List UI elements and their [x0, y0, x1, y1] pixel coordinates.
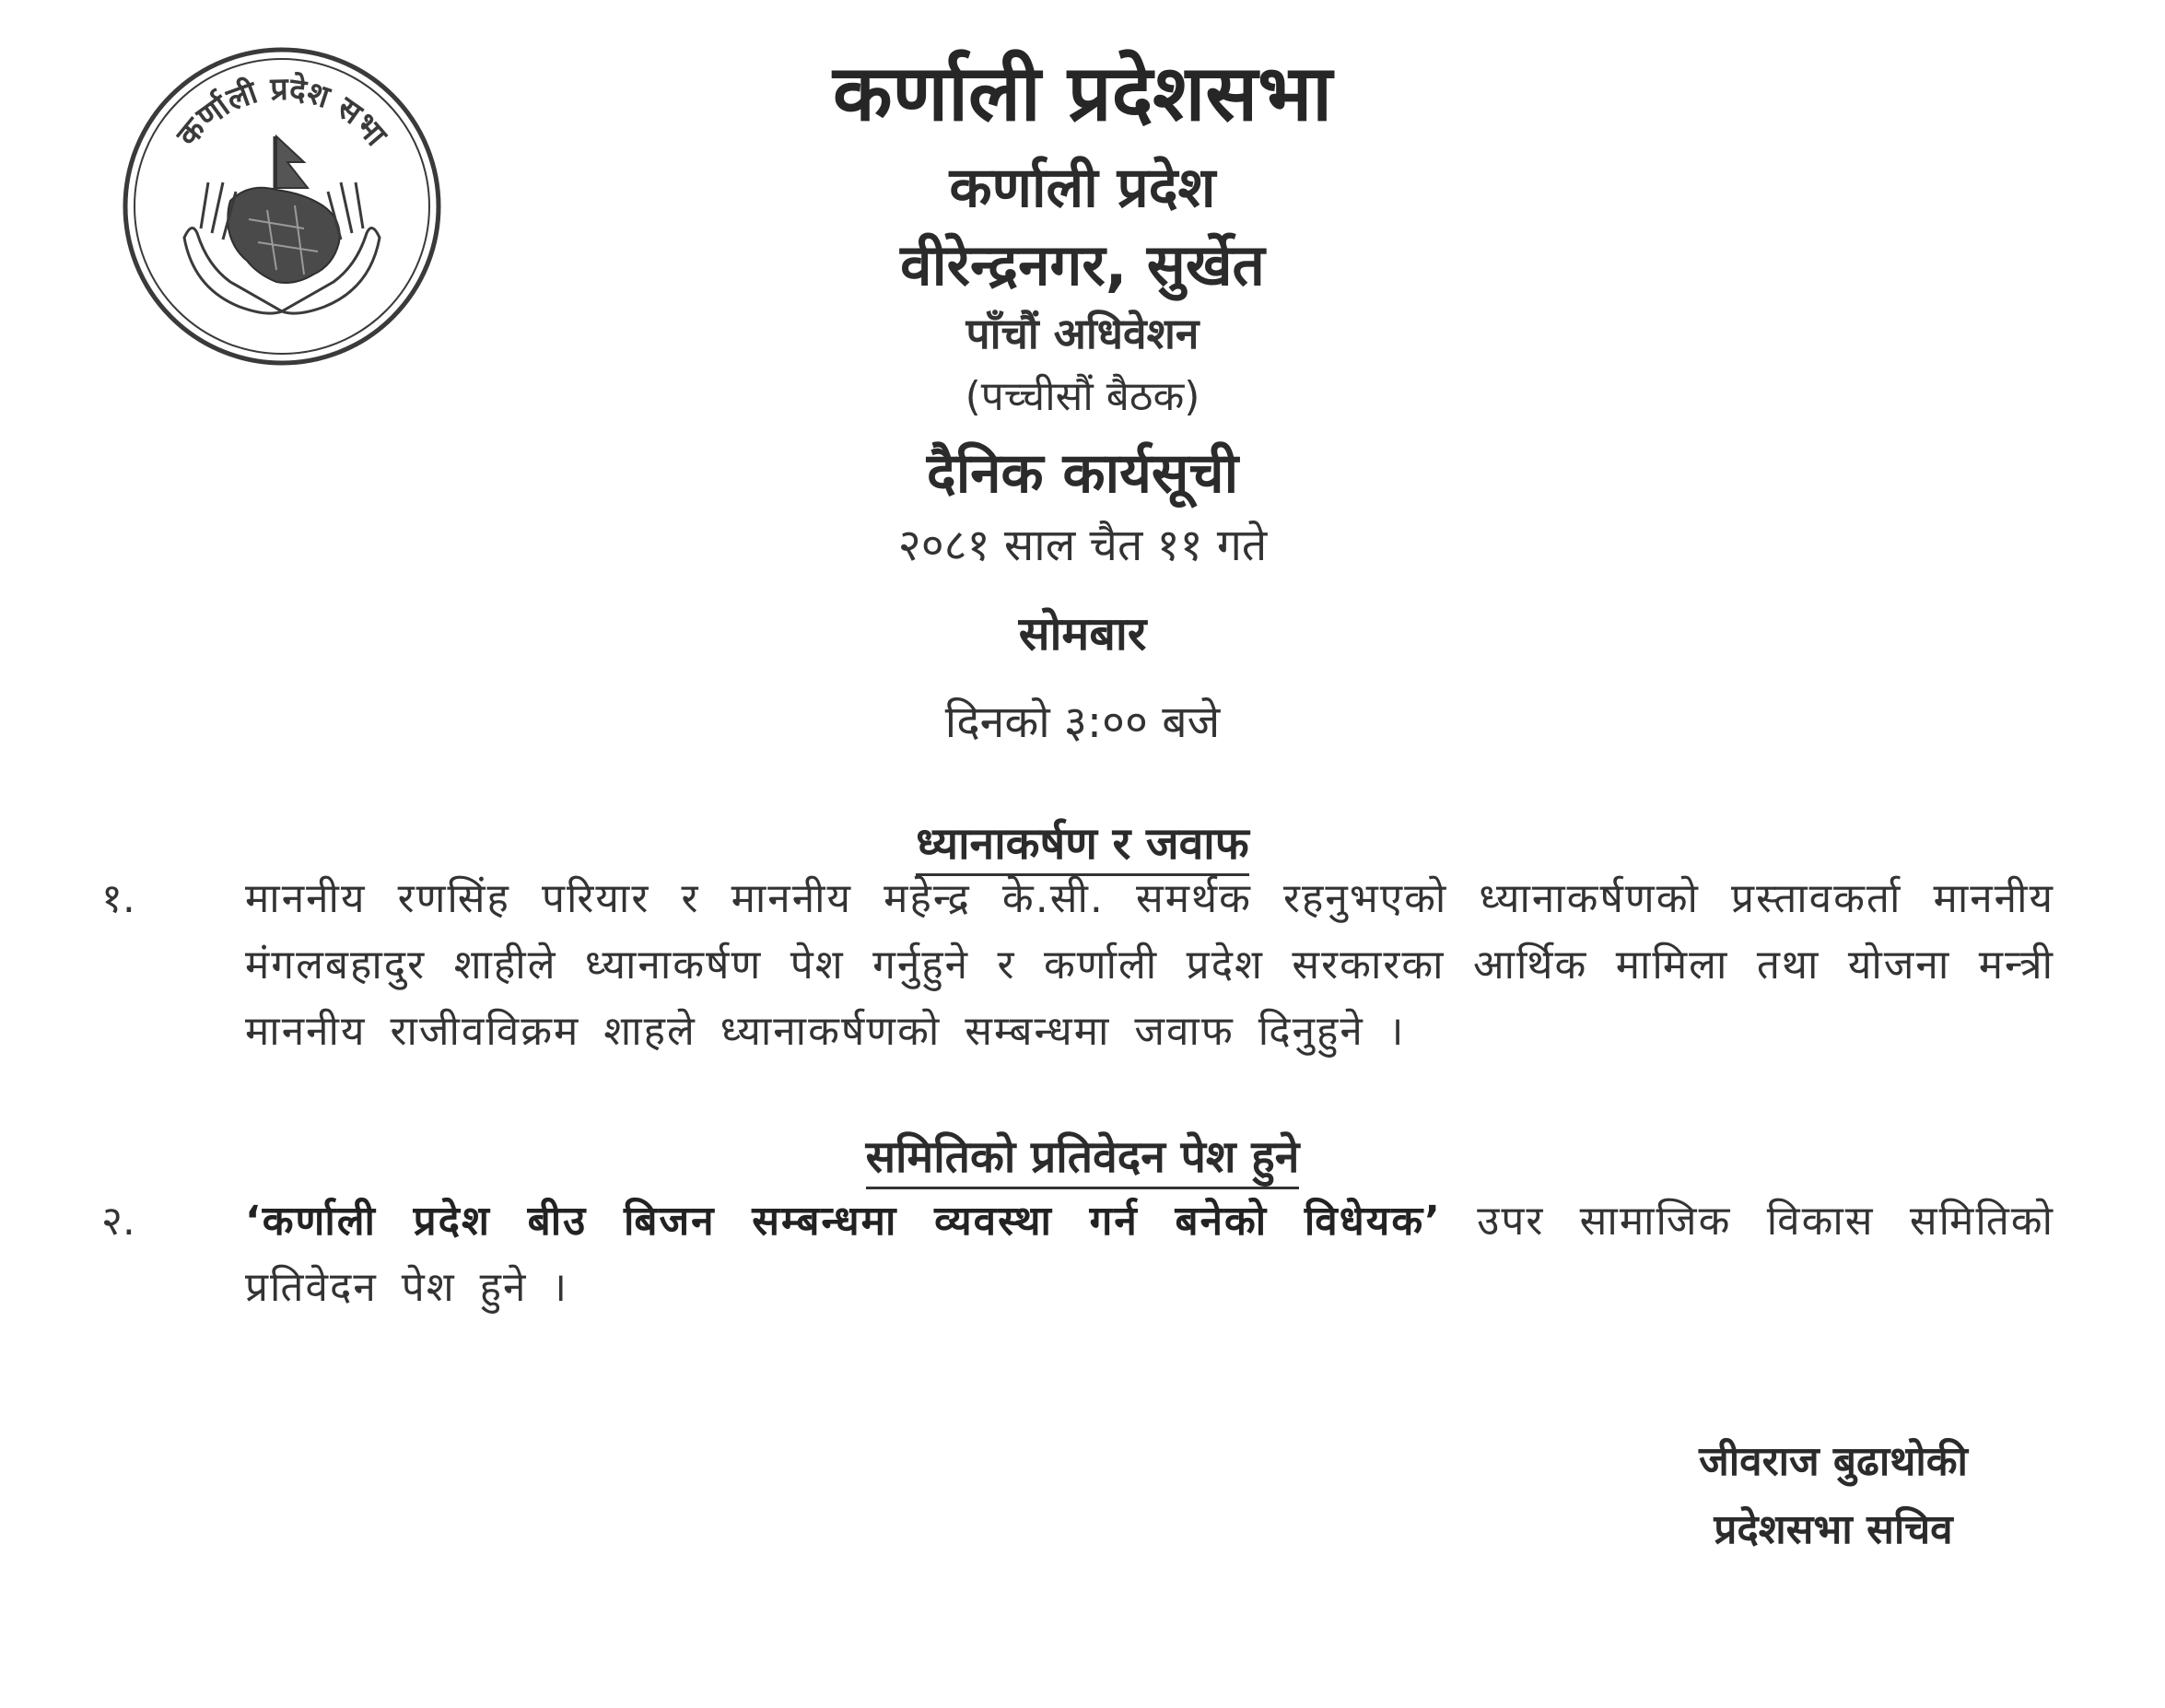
city-name: वीरेन्द्रनगर, सुर्खेत: [900, 231, 1265, 298]
section-title-text: समितिको प्रतिवेदन पेश हुने: [866, 1131, 1300, 1189]
session-label: पाँचौं अधिवेशन: [965, 309, 1200, 358]
agenda-item: [101, 866, 2054, 1078]
section-title-committee-report: [0, 1126, 2165, 1186]
section-title-text: ध्यानाकर्षण र जवाफ: [916, 818, 1249, 876]
item-number: २.: [101, 1198, 135, 1245]
item-text-rest: उपर सामाजिक विकास समितिको प्रतिवेदन पेश हुने ।: [245, 1198, 2054, 1311]
assembly-name: कर्णाली प्रदेशसभा: [832, 48, 1333, 138]
agenda-weekday: सोमबार: [1018, 607, 1147, 661]
signatory-name: जीवराज बुढाथोकी: [1699, 1438, 1968, 1485]
agenda-time: दिनको ३:०० बजे: [944, 696, 1221, 748]
agenda-title: दैनिक कार्यसूची: [926, 441, 1239, 506]
signature-block: [1640, 1428, 2027, 1564]
province-name: कर्णाली प्रदेश: [949, 156, 1216, 220]
section-title-attention: [0, 813, 2165, 872]
signatory-designation: प्रदेशसभा सचिव: [1714, 1506, 1953, 1553]
sitting-label: (पच्चीसौं बैठक): [965, 373, 1200, 420]
bill-name: ‘कर्णाली प्रदेश बीउ बिजन सम्बन्धमा व्यवस्था गर्न बनेको विधेयक’: [245, 1198, 1442, 1245]
agenda-item: [101, 1188, 2054, 1336]
item-text: माननीय रणसिंह परियार र माननीय महेन्द्र के.सी. समर्थक रहनुभएको ध्यानाकर्षणको प्रस्तावकर्ता माननीय मंगलबहादुर शाहीले ध्यानाकर्षण पेश गर्नुहुने र कर्णाली प्रदेश सरकारका आर्थिक मामिला तथा योजना मन्त्री माननीय राजीवविक्रम शाहले ध्यानाकर्षणको सम्बन्धमा जवाफ दिनुहुने ।: [245, 875, 2054, 1055]
agenda-date: २०८१ साल चैत ११ गते: [897, 520, 1268, 571]
item-number: १.: [101, 875, 135, 922]
item-text: [245, 1188, 2054, 1321]
seal-text: कर्णाली प्रदेश सभा: [169, 70, 394, 154]
